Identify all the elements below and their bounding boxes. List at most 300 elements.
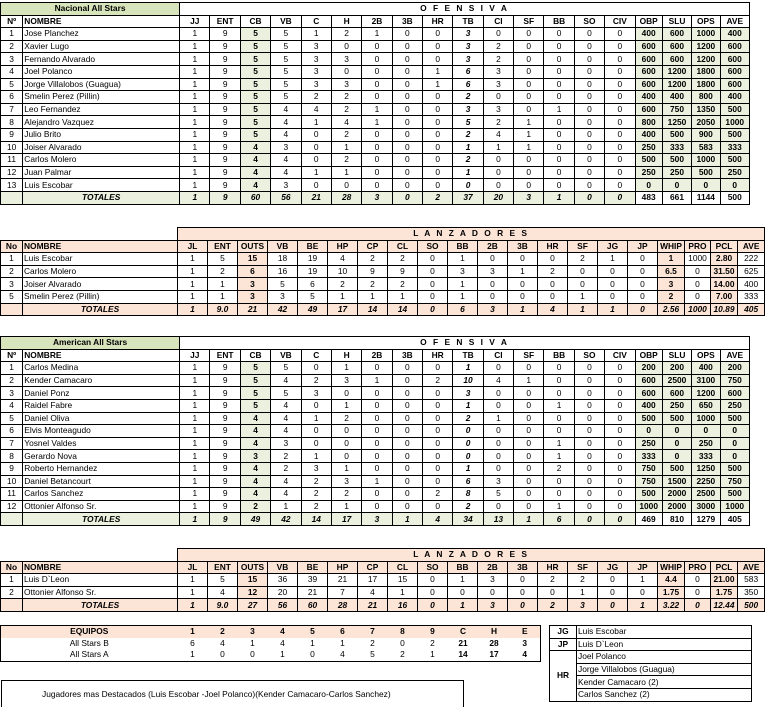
table-cell: 2250 <box>692 475 720 488</box>
table-cell: 1250 <box>662 116 691 129</box>
table-cell: 3 <box>331 475 361 488</box>
table-cell: 1 <box>1 253 23 266</box>
table-cell: 18 <box>268 253 298 266</box>
table-cell: Smelin Perez (Pillin) <box>23 91 180 104</box>
column-header: AVE <box>738 240 765 253</box>
scoreboard-table <box>0 625 541 662</box>
table-cell: 0 <box>301 437 331 450</box>
table-cell: 0 <box>392 166 422 179</box>
table-cell: 0 <box>544 362 574 375</box>
table-cell: 6 <box>190 637 195 648</box>
column-header: HR <box>423 349 453 362</box>
table-cell: 31.50 <box>711 265 738 278</box>
column-header: HP <box>328 561 358 574</box>
table-cell: 0 <box>362 425 392 438</box>
table-cell: 333 <box>692 450 720 463</box>
table-row <box>1 462 750 475</box>
table-cell: 3 <box>268 290 298 303</box>
table-cell: 9 <box>210 91 240 104</box>
table-cell: 1 <box>423 65 453 78</box>
table-cell: 0 <box>662 437 691 450</box>
totals-cell: 4 <box>423 513 453 526</box>
table-cell: 1 <box>331 362 361 375</box>
table-cell: 0 <box>662 425 691 438</box>
table-cell: 0 <box>362 166 392 179</box>
totals-cell: 13 <box>483 513 513 526</box>
table-cell: 0 <box>331 425 361 438</box>
table-cell: 1 <box>180 462 210 475</box>
table-cell: 0 <box>514 437 544 450</box>
table-cell: 500 <box>662 154 691 167</box>
table-cell: 0 <box>568 278 598 291</box>
column-header: JL <box>178 561 208 574</box>
column-header: 3B <box>392 349 422 362</box>
table-cell: 0 <box>574 488 604 501</box>
table-cell: 0 <box>392 500 422 513</box>
table-cell: 4 <box>522 649 528 660</box>
table-cell: 5 <box>240 65 270 78</box>
table-cell: 750 <box>635 475 662 488</box>
totals-cell: 17 <box>328 303 358 316</box>
table-cell: 0 <box>331 65 361 78</box>
totals-cell: 9 <box>210 191 240 204</box>
table-cell: 0 <box>423 437 453 450</box>
table-cell: Daniel Oliva <box>23 412 180 425</box>
column-header: Nº <box>1 349 23 362</box>
table-cell: 5 <box>1 78 23 91</box>
table-cell: 0 <box>574 374 604 387</box>
table-cell: 0 <box>483 154 513 167</box>
table-cell: 21 <box>458 637 468 648</box>
totals-cell: 1 <box>180 191 210 204</box>
table-cell: 1 <box>1 362 23 375</box>
table-cell: 0 <box>720 425 750 438</box>
table-cell: 1000 <box>635 500 662 513</box>
table-cell: 4 <box>328 253 358 266</box>
table-cell: 0 <box>392 28 422 41</box>
table-cell: 3 <box>331 374 361 387</box>
table-cell: 2 <box>331 128 361 141</box>
table-row <box>1 28 750 41</box>
table-cell: 500 <box>662 128 691 141</box>
column-header: BE <box>298 561 328 574</box>
table-cell: 0 <box>362 40 392 53</box>
table-cell: 1 <box>178 290 208 303</box>
table-cell: 0 <box>362 462 392 475</box>
table-row <box>1 425 750 438</box>
table-cell: 0 <box>544 91 574 104</box>
table-cell: 9 <box>210 425 240 438</box>
table-cell: 5 <box>240 387 270 400</box>
column-header: BB <box>544 15 574 28</box>
column-header: JP <box>628 240 658 253</box>
table-cell: 1.75 <box>711 586 738 599</box>
table-cell: 9 <box>210 450 240 463</box>
table-cell: 0 <box>605 374 635 387</box>
table-cell: 9 <box>210 65 240 78</box>
table-cell: 0 <box>598 265 628 278</box>
table-cell: 4 <box>240 154 270 167</box>
table-cell: 1 <box>568 290 598 303</box>
table-cell: 2 <box>388 278 418 291</box>
table-cell: 8 <box>1 116 23 129</box>
table-cell: 0 <box>605 425 635 438</box>
totals-cell: 27 <box>238 599 268 612</box>
table-cell: 3 <box>238 290 268 303</box>
table-cell: 4 <box>340 649 345 660</box>
table-cell: 1 <box>178 265 208 278</box>
table-cell: 3 <box>478 574 508 587</box>
table-cell: 0 <box>220 649 225 660</box>
table-cell: 1 <box>208 290 238 303</box>
table-cell: 0 <box>310 649 315 660</box>
table-cell: 2 <box>388 253 418 266</box>
table-cell: 0 <box>453 179 483 192</box>
table-cell: 0 <box>514 488 544 501</box>
table-cell: 0 <box>514 28 544 41</box>
nacional-batting-table <box>0 2 750 205</box>
column-header: PCL <box>711 240 738 253</box>
table-cell: 5 <box>240 374 270 387</box>
table-cell: 2 <box>331 488 361 501</box>
table-cell: 0 <box>685 290 711 303</box>
table-cell: 0 <box>635 179 662 192</box>
table-row <box>1 278 765 291</box>
table-cell: 500 <box>635 412 662 425</box>
totals-row <box>1 191 750 204</box>
table-cell: 0 <box>301 425 331 438</box>
table-cell: 5 <box>271 28 301 41</box>
table-cell: 9 <box>210 141 240 154</box>
destacados-text: Jugadores mas Destacados (Luis Escobar -Joel Polanco)(Kender Camacaro-Carlos Sanchez) <box>42 689 391 699</box>
table-cell: 1 <box>1 574 23 587</box>
table-cell: 2000 <box>662 500 691 513</box>
table-cell: 1 <box>331 500 361 513</box>
totals-cell: 661 <box>662 191 691 204</box>
table-row <box>1 91 750 104</box>
table-cell: 0 <box>483 362 513 375</box>
table-cell: 2 <box>1 586 23 599</box>
column-header: JJ <box>180 349 210 362</box>
american-pitching-table <box>0 548 765 612</box>
table-cell: 0 <box>538 586 568 599</box>
column-header: SO <box>418 561 448 574</box>
table-cell: 0 <box>508 586 538 599</box>
column-header: WHIP <box>658 240 685 253</box>
table-cell: 0 <box>685 586 711 599</box>
table-cell: 0 <box>605 500 635 513</box>
table-cell: 9 <box>210 488 240 501</box>
table-cell: 0 <box>685 574 711 587</box>
column-header: H <box>490 626 498 637</box>
table-cell: 3 <box>331 53 361 66</box>
table-cell: 1 <box>180 412 210 425</box>
table-cell: 0 <box>574 78 604 91</box>
table-cell: 5 <box>298 290 328 303</box>
table-cell: 600 <box>635 53 662 66</box>
section-title-row <box>1 228 765 241</box>
column-header: CIV <box>605 15 635 28</box>
table-cell: 500 <box>720 103 750 116</box>
table-cell: 0 <box>478 586 508 599</box>
table-cell: 0 <box>418 586 448 599</box>
table-cell: Daniel Ponz <box>23 387 180 400</box>
table-cell: 0 <box>362 53 392 66</box>
table-cell: 0 <box>685 265 711 278</box>
table-cell: 0 <box>544 128 574 141</box>
table-cell: 3 <box>271 437 301 450</box>
table-cell: 1 <box>568 586 598 599</box>
table-cell: 0 <box>362 362 392 375</box>
column-header: VB <box>271 349 301 362</box>
table-cell: 0 <box>514 462 544 475</box>
totals-cell: 0 <box>418 303 448 316</box>
totals-cell: TOTALES <box>23 191 180 204</box>
column-header: CIV <box>605 349 635 362</box>
table-cell: 0 <box>301 179 331 192</box>
table-cell: 5 <box>271 387 301 400</box>
totals-cell: 9 <box>210 513 240 526</box>
table-cell: 0 <box>605 412 635 425</box>
table-cell: 0 <box>544 374 574 387</box>
totals-cell: 0 <box>605 513 635 526</box>
table-cell: 3 <box>271 179 301 192</box>
table-cell: 4 <box>240 166 270 179</box>
table-cell: 2 <box>568 574 598 587</box>
table-cell: 0 <box>392 462 422 475</box>
table-cell: 0 <box>574 412 604 425</box>
table-cell: 2 <box>208 265 238 278</box>
table-cell: 1 <box>180 374 210 387</box>
american-batting-table <box>0 336 750 526</box>
table-cell: 0 <box>544 65 574 78</box>
table-cell: 28 <box>489 637 499 648</box>
column-header: No <box>1 240 23 253</box>
table-cell: 9 <box>210 40 240 53</box>
column-header: CI <box>483 15 513 28</box>
table-cell: 0 <box>574 387 604 400</box>
table-cell: 0 <box>418 290 448 303</box>
table-cell: 19 <box>298 265 328 278</box>
table-cell: 0 <box>514 399 544 412</box>
table-cell: 3 <box>331 78 361 91</box>
column-header: JL <box>178 240 208 253</box>
table-cell: 0 <box>453 437 483 450</box>
table-cell: 4 <box>240 141 270 154</box>
table-cell: 750 <box>720 374 750 387</box>
column-header: AVE <box>720 349 750 362</box>
table-cell: 0 <box>483 166 513 179</box>
table-cell: 3 <box>301 462 331 475</box>
table-cell: Yosnel Valdes <box>23 437 180 450</box>
totals-cell: 12.44 <box>711 599 738 612</box>
table-cell: 0 <box>628 586 658 599</box>
table-cell: 2 <box>544 462 574 475</box>
table-cell: 0 <box>635 425 662 438</box>
table-cell: 333 <box>720 141 750 154</box>
table-cell: 1 <box>544 450 574 463</box>
table-cell: 2 <box>328 278 358 291</box>
table-cell: 1 <box>388 586 418 599</box>
table-cell: 0 <box>423 399 453 412</box>
column-header: JG <box>598 240 628 253</box>
table-cell: 39 <box>298 574 328 587</box>
table-cell: 0 <box>544 425 574 438</box>
table-cell: 9 <box>388 265 418 278</box>
totals-cell: 3 <box>478 599 508 612</box>
table-cell: 1 <box>598 253 628 266</box>
table-cell: 750 <box>720 475 750 488</box>
table-cell: 3 <box>240 450 270 463</box>
table-cell: 0 <box>628 253 658 266</box>
table-cell: 0 <box>483 179 513 192</box>
hr-name: Jorge Villalobos (Guagua) <box>577 663 752 676</box>
table-cell: 2 <box>400 649 405 660</box>
totals-cell: 0 <box>605 191 635 204</box>
table-cell: 6 <box>1 425 23 438</box>
table-cell: 0 <box>392 40 422 53</box>
table-cell: 9 <box>1 128 23 141</box>
team-title: American All Stars <box>1 337 180 350</box>
table-cell: 2 <box>483 53 513 66</box>
ofensiva-label: O F E N S I V A <box>180 3 750 16</box>
table-cell: 5 <box>268 278 298 291</box>
spacer-cell <box>1 549 178 562</box>
table-cell: Raidel Fabre <box>23 399 180 412</box>
table-cell: 1 <box>180 362 210 375</box>
totals-cell: 1 <box>448 599 478 612</box>
table-cell: 4 <box>240 475 270 488</box>
table-cell: 0 <box>514 154 544 167</box>
table-cell: 0 <box>574 91 604 104</box>
column-header: PRO <box>685 240 711 253</box>
table-cell: 0 <box>574 128 604 141</box>
table-cell: 9 <box>210 103 240 116</box>
column-header: VB <box>268 240 298 253</box>
table-cell: 0 <box>574 500 604 513</box>
table-cell: Carlos Molero <box>23 154 180 167</box>
table-cell: 0 <box>574 116 604 129</box>
table-cell: 500 <box>720 412 750 425</box>
column-header: CL <box>388 561 418 574</box>
totals-cell: 0 <box>574 191 604 204</box>
table-cell: 3 <box>453 103 483 116</box>
column-header: NOMBRE <box>23 561 178 574</box>
table-cell: 1 <box>180 399 210 412</box>
column-header: 6 <box>340 626 345 637</box>
table-cell: 200 <box>635 362 662 375</box>
totals-cell: 1144 <box>692 191 720 204</box>
totals-cell: 1 <box>508 303 538 316</box>
table-cell: 1 <box>388 290 418 303</box>
table-cell: 0 <box>628 278 658 291</box>
table-cell: 1 <box>208 278 238 291</box>
table-cell: 6 <box>1 91 23 104</box>
table-cell: 12 <box>1 500 23 513</box>
table-cell: 1 <box>483 412 513 425</box>
totals-cell: 49 <box>298 303 328 316</box>
totals-cell: 2.56 <box>658 303 685 316</box>
table-cell: 4 <box>280 637 285 648</box>
table-cell: 650 <box>692 399 720 412</box>
table-cell: 0 <box>574 65 604 78</box>
table-cell: 0 <box>423 40 453 53</box>
table-cell: 0 <box>605 437 635 450</box>
table-cell: 1 <box>180 425 210 438</box>
jg-label: JG <box>550 626 577 639</box>
column-header: TB <box>453 15 483 28</box>
table-cell: 0 <box>598 278 628 291</box>
column-header: ENT <box>208 240 238 253</box>
table-cell: 2 <box>331 154 361 167</box>
table-cell: 5 <box>271 91 301 104</box>
table-cell: 1 <box>362 28 392 41</box>
column-header: SLU <box>662 349 691 362</box>
table-cell: 900 <box>692 128 720 141</box>
totals-cell: 14 <box>358 303 388 316</box>
column-header: E <box>521 626 528 637</box>
column-header: AVE <box>720 15 750 28</box>
table-cell: 0 <box>574 362 604 375</box>
table-cell: 0 <box>392 128 422 141</box>
table-cell: 250 <box>720 166 750 179</box>
table-cell: 0 <box>574 437 604 450</box>
table-cell: 5 <box>271 40 301 53</box>
table-cell: 0 <box>508 290 538 303</box>
table-cell: 1200 <box>692 387 720 400</box>
table-cell: 0 <box>301 362 331 375</box>
table-cell: 0 <box>418 253 448 266</box>
table-cell: 0 <box>508 278 538 291</box>
table-cell: 9 <box>210 500 240 513</box>
table-cell: 0 <box>605 116 635 129</box>
table-cell: 500 <box>635 488 662 501</box>
table-cell: 200 <box>662 362 691 375</box>
table-cell: 0 <box>574 40 604 53</box>
totals-cell: 6 <box>448 303 478 316</box>
table-cell: 500 <box>720 128 750 141</box>
table-cell: 0 <box>720 450 750 463</box>
table-cell: 0 <box>544 78 574 91</box>
table-cell: 4 <box>358 586 388 599</box>
table-cell: 3 <box>658 278 685 291</box>
column-header: CB <box>240 15 270 28</box>
table-cell: 0 <box>483 462 513 475</box>
table-cell: 1 <box>1 28 23 41</box>
totals-cell: 0 <box>574 513 604 526</box>
table-cell: 0 <box>483 387 513 400</box>
table-cell: 5 <box>208 574 238 587</box>
table-cell: 9 <box>210 128 240 141</box>
table-cell: 400 <box>662 91 691 104</box>
table-cell: 1 <box>301 412 331 425</box>
table-cell: 36 <box>268 574 298 587</box>
table-cell: 1 <box>628 574 658 587</box>
table-cell: Joiser Alvarado <box>23 278 178 291</box>
table-cell: 2 <box>358 253 388 266</box>
table-cell: 1 <box>301 28 331 41</box>
table-cell: 600 <box>635 78 662 91</box>
table-cell: 400 <box>738 278 765 291</box>
table-cell: 1 <box>180 40 210 53</box>
table-cell: 600 <box>662 40 691 53</box>
table-cell: 0 <box>478 253 508 266</box>
table-cell: 0 <box>423 28 453 41</box>
table-cell: 3 <box>301 40 331 53</box>
totals-cell: 2 <box>538 599 568 612</box>
table-cell: 3 <box>301 78 331 91</box>
table-cell: 1 <box>362 475 392 488</box>
